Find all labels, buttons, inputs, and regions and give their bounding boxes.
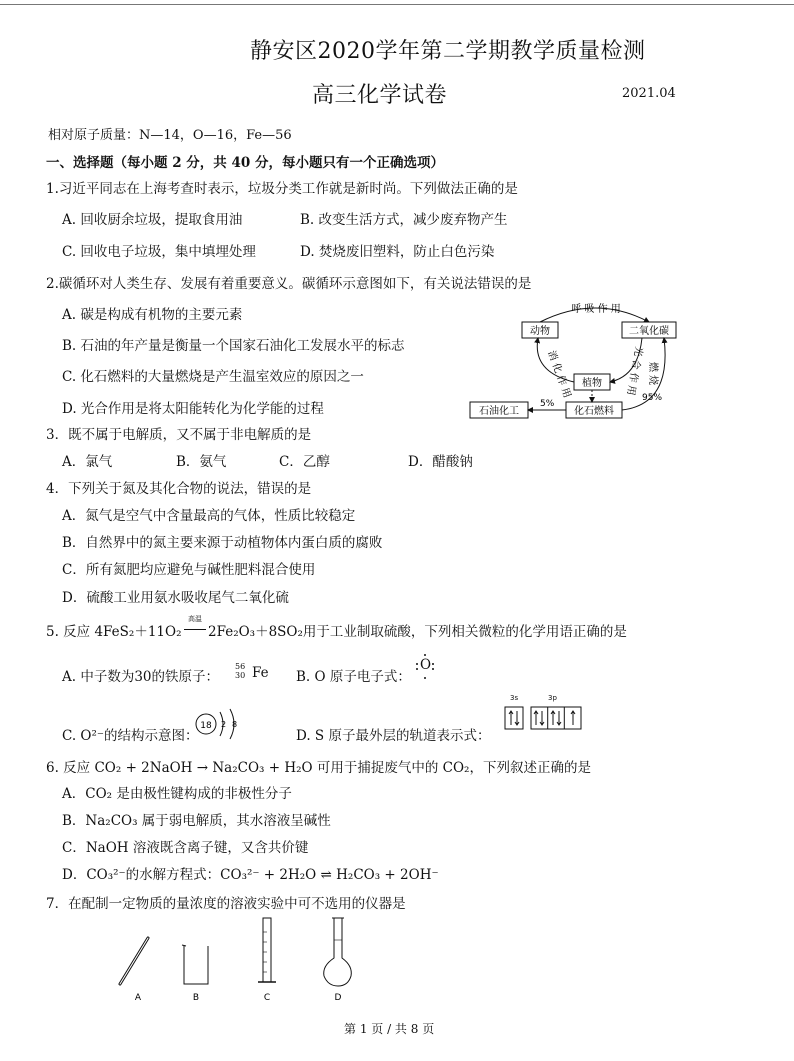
carbon-cycle-diagram (466, 292, 686, 424)
q6-stem: 6. 反应 CO₂ + 2NaOH → Na₂CO₃ + H₂O 可用于捕捉废气中的 CO₂，下列叙述正确的是 (46, 760, 591, 776)
q1-stem: 1.习近平同志在上海考查时表示，垃圾分类工作就是新时尚。下列做法正确的是 (46, 181, 518, 197)
q5-3s-label: 3s (510, 694, 519, 702)
q3-option-d: D．醋酸钠 (408, 454, 473, 470)
q5-atomic-number: 30 (235, 671, 246, 680)
q2-option-a: A. 碳是构成有机物的主要元素 (62, 307, 243, 323)
q5-fe-symbol: Fe (252, 665, 269, 681)
page-title: 静安区2020学年第二学期教学质量检测 (250, 39, 646, 64)
q5-option-b: B. O 原子电子式： (296, 669, 411, 685)
q5-option-a: A. 中子数为30的铁原子： (62, 669, 220, 685)
photosynthesis-label: 光 合 作 用 (624, 345, 644, 397)
section-heading: 一、选择题（每小题 2 分，共 40 分，每小题只有一个正确选项） (46, 155, 444, 171)
respiration-label: 呼 吸 作 用 (571, 304, 621, 315)
page-footer: 第 1 页 / 共 8 页 (344, 1022, 435, 1036)
label-b: B (192, 993, 200, 1003)
q5-o-symbol: O (420, 657, 432, 673)
volumetric-flask (324, 918, 352, 986)
q5-orbital-diagram (504, 706, 584, 732)
q5-stem-post: 2Fe₂O₃＋8SO₂用于工业制取硫酸，下列相关微粒的化学用语正确的是 (208, 624, 627, 640)
beaker (184, 946, 208, 984)
q4-stem: 4．下列关于氮及其化合物的说法，错误的是 (46, 481, 312, 497)
q2-stem: 2.碳循环对人类生存、发展有着重要意义。碳循环示意图如下，有关说法错误的是 (46, 276, 532, 292)
q4-option-a: A．氮气是空气中含量最高的气体，性质比较稳定 (62, 508, 356, 524)
label-c: C (263, 993, 271, 1003)
q4-option-c: C．所有氮肥均应避免与碱性肥料混合使用 (62, 562, 316, 578)
q5-stem-pre: 5. 反应 4FeS₂＋11O₂ (46, 624, 182, 640)
q5-o-electron-dots (416, 654, 436, 680)
exam-date: 2021.04 (622, 86, 676, 101)
plant-label: 植物 (582, 378, 602, 389)
q1-option-c: C. 回收电子垃圾，集中填埋处理 (62, 244, 256, 260)
animal-label: 动物 (530, 326, 550, 337)
q6-option-a: A．CO₂ 是由极性键构成的非极性分子 (62, 786, 292, 802)
burning-label: 燃 烧 (647, 362, 658, 386)
q3-option-b: B．氨气 (176, 454, 227, 470)
q2-option-b: B. 石油的年产量是衡量一个国家石油化工发展水平的标志 (62, 338, 405, 354)
q5-mass-number: 56 (235, 662, 246, 671)
q4-option-b: B．自然界中的氮主要来源于动植物体内蛋白质的腐败 (62, 535, 383, 551)
q3-option-c: C．乙醇 (279, 454, 330, 470)
page-subtitle: 高三化学试卷 (312, 83, 448, 108)
q4-option-d: D．硫酸工业用氨水吸收尾气二氧化硫 (62, 590, 289, 606)
label-d: D (334, 993, 342, 1003)
top-rule (0, 4, 794, 5)
q6-option-b: B．Na₂CO₃ 属于弱电解质，其水溶液呈碱性 (62, 813, 331, 829)
q1-option-a: A. 回收厨余垃圾，提取食用油 (62, 212, 243, 228)
q3-stem: 3．既不属于电解质，又不属于非电解质的是 (46, 427, 312, 443)
graduated-cylinder (263, 918, 271, 982)
q5-condition-arrow (184, 629, 206, 630)
q5-arrow-label: 高温 (188, 615, 202, 623)
q7-stem: 7．在配制一定物质的量浓度的溶液实验中可不选用的仪器是 (46, 896, 406, 912)
shell-1-count: 2 (221, 720, 227, 729)
shell-2-count: 8 (232, 720, 238, 729)
q1-option-d: D. 焚烧废旧塑料，防止白色污染 (300, 244, 495, 260)
q5-o2-structure-diagram (190, 706, 244, 746)
q7-apparatus (110, 912, 370, 1008)
p5-label: 5% (540, 399, 555, 409)
p95-label: 95% (642, 393, 663, 403)
q2-option-d: D. 光合作用是将太阳能转化为化学能的过程 (62, 401, 324, 417)
q5-option-c: C. O²⁻的结构示意图： (62, 728, 199, 744)
digestion-label: 消 化 作 用 (545, 349, 573, 400)
q6-option-c: C．NaOH 溶液既含离子键，又含共价键 (62, 840, 309, 856)
nucleus-charge: 18 (200, 721, 212, 731)
fossil-label: 化石燃料 (574, 406, 614, 417)
q1-option-b: B. 改变生活方式，减少废弃物产生 (300, 212, 508, 228)
q2-option-c: C. 化石燃料的大量燃烧是产生温室效应的原因之一 (62, 369, 364, 385)
label-a: A (134, 993, 142, 1003)
q3-option-a: A．氯气 (62, 454, 113, 470)
atomic-mass-line: 相对原子质量：N—14，O—16，Fe—56 (48, 128, 292, 143)
q5-nuclide (235, 662, 245, 680)
q5-3p-label: 3p (548, 694, 557, 702)
petro-label: 石油化工 (479, 406, 519, 417)
q5-option-d: D. S 原子最外层的轨道表示式： (296, 728, 491, 744)
co2-label: 二氧化碳 (629, 326, 669, 337)
q6-option-d: D．CO₃²⁻的水解方程式：CO₃²⁻ + 2H₂O ⇌ H₂CO₃ + 2OH⁻ (62, 867, 439, 883)
